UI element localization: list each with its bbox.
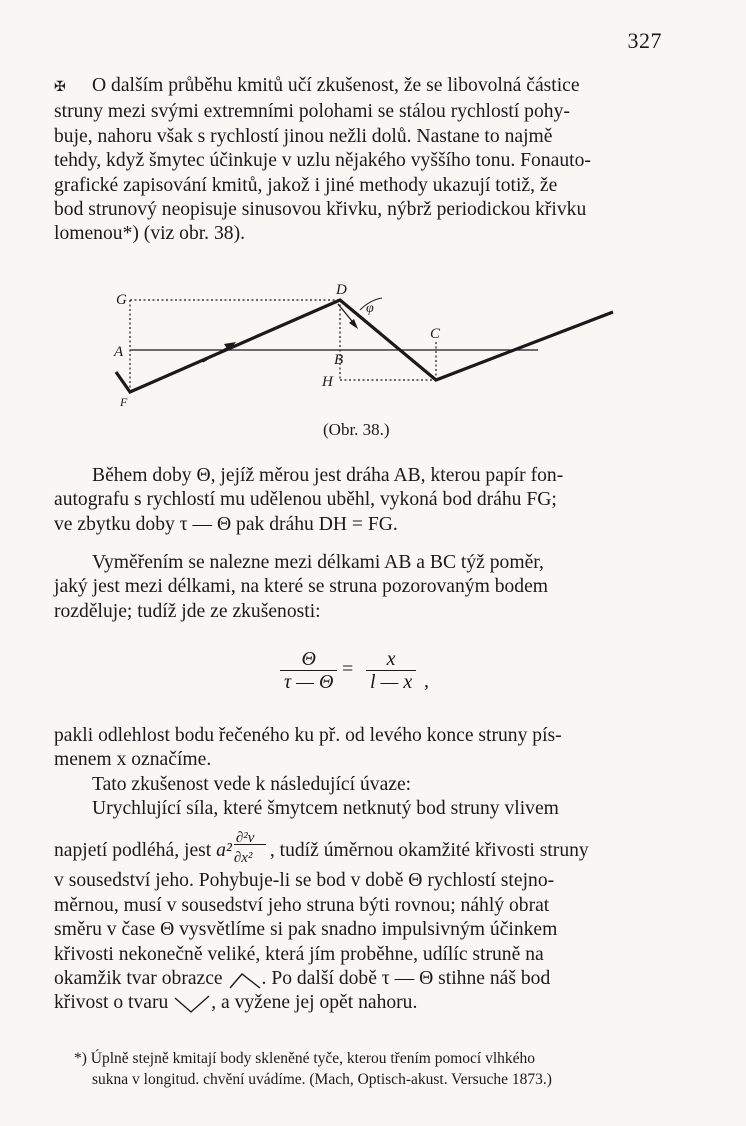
text-line: pakli odlehlost bodu řečeného ku př. od levého konce struny pís- bbox=[54, 725, 562, 746]
paragraph-6 bbox=[54, 797, 662, 1016]
text-line: ve zbytku doby τ — Θ pak dráhu DH = FG. bbox=[54, 513, 398, 535]
text-line: bod strunový neopisuje sinusovou křivku, nýbrž periodickou křivku bbox=[54, 199, 587, 221]
text-line: směru v čase Θ vysvětlíme si pak snadno impulsivným účinkem bbox=[54, 919, 558, 941]
text-line: Urychlující síla, které šmytcem netknutý bod struny vlivem bbox=[92, 798, 559, 819]
text-line: křivosti nekonečně veliké, která jím proběhne, udílíc struně na bbox=[54, 943, 544, 965]
text-line: autografu s rychlostí mu udělenou uběhl, vykoná bod dráhu FG; bbox=[54, 489, 557, 511]
figure-38 bbox=[108, 280, 628, 410]
footnote-line: *) Úplně stejně kmitají body skleněné tyče, kterou třením pomocí vlhkého bbox=[74, 1050, 536, 1067]
text-line: lomenou*) (viz obr. 38). bbox=[54, 223, 246, 245]
paragraph-2 bbox=[54, 464, 662, 537]
label-D: D bbox=[336, 282, 347, 298]
footnote bbox=[74, 1048, 670, 1090]
label-H: H bbox=[322, 374, 333, 390]
text-line: rozděluje; tudíž jde ze zkušenosti: bbox=[54, 600, 321, 622]
text-line-derivative: napjetí podléhá, jest a² $\frac{\text{∂²v}}{\text{∂x²}}$ , tudíž úměrnou okamžité křivosti struny bbox=[54, 829, 589, 866]
label-G: G bbox=[116, 292, 127, 308]
page-number: 327 bbox=[627, 28, 662, 53]
text-line: buje, nahoru však s rychlostí jinou nežli dolů. Nastane to najmě bbox=[54, 125, 553, 147]
formula-comma: , bbox=[424, 670, 429, 692]
text-line: struny mezi svými extremními polohami se stálou rychlostí pohy- bbox=[54, 101, 570, 123]
broken-curve bbox=[116, 300, 613, 392]
fraction-right-denominator: l — x bbox=[370, 671, 413, 693]
label-F: F bbox=[120, 395, 128, 409]
equals-sign: = bbox=[342, 658, 354, 680]
peak-shape-icon bbox=[228, 970, 262, 990]
fraction-right-numerator: x bbox=[366, 648, 416, 671]
text-line: tehdy, když šmytec účinkuje v uzlu nějakého vyššího tonu. Fonauto- bbox=[54, 150, 591, 172]
text-line: okamžik tvar obrazce . Po další době τ — Θ stihne náš bod bbox=[54, 968, 551, 990]
formula bbox=[280, 648, 460, 694]
text-line: grafické zapisování kmitů, jakož i jiné methody ukazují totiž, že bbox=[54, 174, 558, 196]
text-line: křivost o tvaru , a vyžene jej opět nahoru. bbox=[54, 992, 418, 1014]
paragraph-marker: ✠ bbox=[54, 80, 66, 95]
paragraph-5 bbox=[54, 773, 662, 797]
fraction-right bbox=[366, 648, 416, 694]
a-squared: a² bbox=[216, 840, 232, 862]
paragraph-1 bbox=[54, 74, 662, 247]
text-line: v sousedství jeho. Pohybuje-li se bod v době Θ rychlostí stejno- bbox=[54, 870, 555, 892]
second-derivative: $\frac{\text{∂²v}}{\text{∂x²}}$ bbox=[232, 840, 270, 864]
paragraph-4 bbox=[54, 724, 662, 773]
footnote-line: sukna v longitud. chvění uvádíme. (Mach, Optisch-akust. Versuche 1873.) bbox=[92, 1071, 552, 1088]
label-A: A bbox=[114, 344, 124, 360]
text-line: menem x označíme. bbox=[54, 749, 212, 771]
label-phi: φ bbox=[366, 301, 374, 316]
text-line: Vyměřením se nalezne mezi délkami AB a BC týž poměr, bbox=[92, 552, 544, 573]
fraction-left bbox=[280, 648, 337, 694]
paragraph-3 bbox=[54, 551, 662, 624]
text-line: Během doby Θ, jejíž měrou jest dráha AB, kterou papír fon- bbox=[92, 465, 564, 486]
label-B: B bbox=[334, 352, 344, 368]
figure-caption: (Obr. 38.) bbox=[323, 420, 390, 439]
fraction-left-denominator: τ — Θ bbox=[284, 671, 334, 693]
valley-shape-icon bbox=[173, 994, 211, 1014]
fraction-left-numerator: Θ bbox=[280, 648, 337, 671]
text-line: měrnou, musí v sousedství jeho struna býti rovnou; náhlý obrat bbox=[54, 894, 550, 916]
arrowhead-down bbox=[349, 319, 358, 329]
text-line: jaký jest mezi délkami, na které se struna pozorovaným bodem bbox=[54, 576, 549, 598]
text-line: Tato zkušenost vede k následující úvaze: bbox=[92, 774, 412, 795]
text-line: ✠ O dalším průběhu kmitů učí zkušenost, že se libovolná částice bbox=[54, 74, 662, 100]
label-C: C bbox=[430, 326, 441, 342]
